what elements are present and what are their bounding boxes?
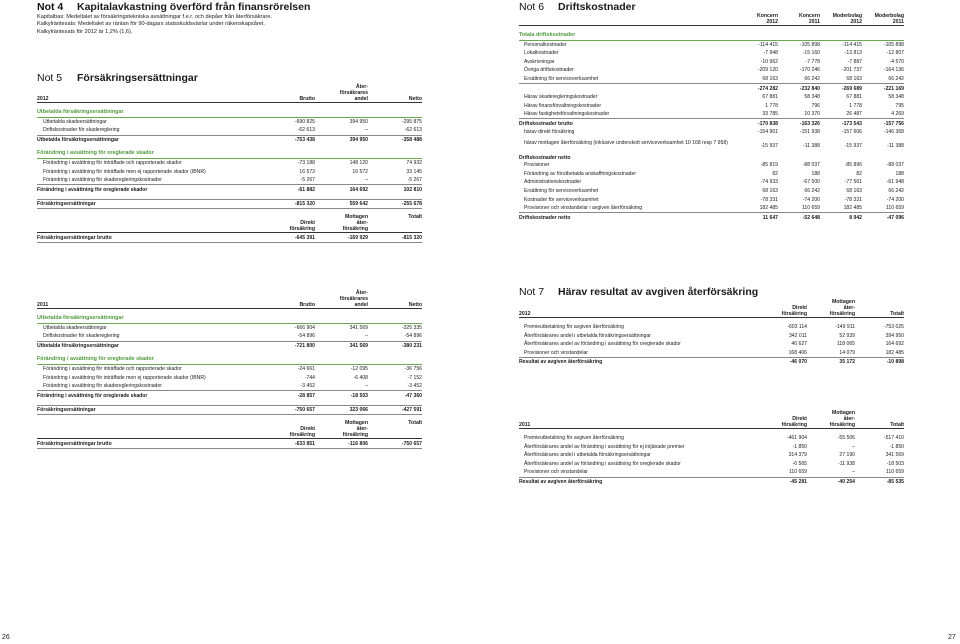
note7-2011-col-totalt: Totalt xyxy=(890,422,904,428)
note7-table-2012 xyxy=(519,299,904,367)
note6-sec1: Totala driftskostnader xyxy=(519,31,904,40)
table-row: Återförsäkrares andel av förändring i avsättning för oreglerade skador 46 627 118 065 164 692 xyxy=(524,341,904,348)
table-row: Återförsäkrares andel i utbetalda försäkringsersättningar 314 379 27 190 341 569 xyxy=(524,452,904,459)
table-row: Försäkringsersättningar -815 320 559 642 -255 678 xyxy=(37,201,422,208)
table-row: Förändring i avsättning för skaderegleringskostnader -5 267 – -5 267 xyxy=(43,177,422,184)
note5-number: Not 5 xyxy=(37,72,63,84)
note6-col-moder-2011: Moderbolag 2011 xyxy=(874,13,904,25)
note5-2012-h2-mottagen: Mottagen åter- försäkring xyxy=(342,214,368,233)
note5-2012-year: 2012 xyxy=(37,96,49,102)
note5-2012-sec2: Förändring i avsättning för oreglerade skador xyxy=(37,149,422,158)
table-row: Förändring i avsättning för inträffade men ej rapporterade skador (IBNR) -744 -6 408 -7 152 xyxy=(43,374,422,381)
note7-number: Not 7 xyxy=(519,286,545,298)
table-row: härav direkt försäkring -154 901 -151 938 -157 606 -146 368 xyxy=(524,129,904,136)
table-row: härav mottagen återförsäkring (inklusive underskott serviceverksamhet 10 168 resp 7 958) -15 937 -11 388 -15 937 -11 388 xyxy=(524,139,904,150)
note7-2012-year: 2012 xyxy=(519,311,531,317)
note5-2011-sec1: Utbetalda försäkringsersättningar xyxy=(37,314,422,323)
table-row: Driftskostnader för skadereglering -62 613 – -62 613 xyxy=(43,127,422,134)
table-row: Resultat av avgiven återförsäkring -46 070 35 172 -10 898 xyxy=(519,359,904,366)
note6-title: Driftskostnader xyxy=(558,1,636,13)
note6-number: Not 6 xyxy=(519,1,545,13)
table-row: Personalkostnader -114 415 -105 898 -114 415 -105 898 xyxy=(524,41,904,48)
note5-2011-col-brutto: Brutto xyxy=(299,302,315,308)
note5-2011-col-ater: Åter- försäkrares andel xyxy=(339,290,368,308)
table-row: Härav skaderegleringskostnader 67 881 58 348 67 881 58 348 xyxy=(524,94,904,101)
note5-2011-sec2: Förändring i avsättning för oreglerade skador xyxy=(37,355,422,364)
table-row: Övriga driftskostnader -209 120 -170 246 -201 737 -164 136 xyxy=(524,67,904,74)
note5-2012-sec1: Utbetalda försäkringsersättningar xyxy=(37,108,422,117)
page-number-left: 26 xyxy=(2,634,10,641)
table-row: Utbetalda försäkringsersättningar -753 438 394 950 -358 488 xyxy=(37,136,422,143)
note7-2012-col-totalt: Totalt xyxy=(890,311,904,317)
table-row: Förändring i avsättning för inträffade men ej rapporterade skador (IBNR) 16 573 16 572 33 145 xyxy=(43,168,422,175)
table-row: Provisioner och vinstandelar 168 406 14 079 182 485 xyxy=(524,349,904,356)
table-row: Försäkringsersättningar brutto -645 391 -169 929 -815 320 xyxy=(37,234,422,241)
table-row: Avskrivningar -10 962 -7 778 -7 887 -4 570 xyxy=(524,58,904,65)
note7-2012-col-direkt: Direkt försäkring xyxy=(781,305,807,317)
note5-2012-col-brutto: Brutto xyxy=(299,96,315,102)
note6-col-moder-2012: Moderbolag 2012 xyxy=(832,13,862,25)
table-row: Administrationskostnader -74 933 -67 500 -77 561 -61 948 xyxy=(524,179,904,186)
table-row: Härav fastighetsförvaltningskostnader 33 785 10 370 26 487 4 269 xyxy=(524,111,904,118)
note5-title: Försäkringsersättningar xyxy=(77,72,198,84)
note5-2011-h2-mottagen: Mottagen åter- försäkring xyxy=(342,420,368,439)
note5-table-2011 xyxy=(37,290,422,449)
table-row: Driftskostnader brutto -170 838 -163 326 -173 543 -157 756 xyxy=(519,120,904,127)
note7-2011-year: 2011 xyxy=(519,422,531,428)
note5-2012-h2-totalt: Totalt xyxy=(408,214,422,221)
table-row: Försäkringsersättningar -750 657 323 066 -427 591 xyxy=(37,407,422,414)
note7-2011-col-mottagen: Mottagen åter- försäkring xyxy=(829,410,855,428)
table-row: Återförsäkrares andel av förändring i avsättning för oreglerade skador -6 565 -11 938 -18 503 xyxy=(524,460,904,467)
table-row: Utbetalda försäkringsersättningar -721 800 341 569 -380 231 xyxy=(37,342,422,349)
table-row: Förändring i avsättning för inträffade och rapporterade skador -73 188 148 120 74 932 xyxy=(43,160,422,166)
note5-2011-h2-totalt: Totalt xyxy=(408,420,422,427)
table-row: Provisioner och vinstandelar i avgiven återförsäkring 182 485 110 659 182 485 110 659 xyxy=(524,205,904,212)
table-row: Ersättning för serviceverksamhet 68 163 66 242 68 163 66 242 xyxy=(524,188,904,195)
table-row: Förändring i avsättning för skaderegleringskostnader -3 452 – -3 452 xyxy=(43,383,422,390)
table-row: Förändring i avsättning för inträffade och rapporterade skador -24 661 -12 095 -36 756 xyxy=(43,366,422,372)
table-row: Kostnader för serviceverksamhet -78 331 -74 200 -78 331 -74 200 xyxy=(524,196,904,203)
note5-2011-year: 2011 xyxy=(37,302,49,308)
table-row: -274 282 -232 840 -269 689 -221 169 xyxy=(519,84,904,93)
note4-title: Kapitalavkastning överförd från finansrörelsen xyxy=(77,1,311,13)
table-row: Premieutbetalning för avgiven återförsäkring -603 114 -149 911 -753 025 xyxy=(524,324,904,331)
note6-col-koncern-2012: Koncern 2012 xyxy=(756,13,778,25)
note6-col-koncern-2011: Koncern 2011 xyxy=(798,13,820,25)
table-row: Förändring i avsättning för oreglerade skador -28 857 -18 503 -47 360 xyxy=(37,392,422,399)
table-row: Förändring av förutbetalda anskaffningskostnader 82 188 82 188 xyxy=(524,170,904,177)
note7-2011-col-direkt: Direkt försäkring xyxy=(781,416,807,428)
note4-line-2: Kalkylräntesats: Medeltalet av räntan för 90-dagars statsskuldsväxlar under räkenskapsåret. xyxy=(37,21,265,28)
note5-table-2012 xyxy=(37,84,422,243)
table-row: Lokalkostnader -7 948 -15 160 -13 813 -12 807 xyxy=(524,50,904,57)
table-row: Återförsäkrares andel i utbetalda försäkringsersättningar 342 011 52 939 394 950 xyxy=(524,332,904,339)
table-row: Härav finansförvaltningskostnader 1 778 796 1 778 795 xyxy=(524,102,904,109)
note4-number: Not 4 xyxy=(37,1,64,13)
note7-2012-col-mottagen: Mottagen åter- försäkring xyxy=(829,299,855,317)
table-row: Premieutbetalning för avgiven återförsäkring -461 904 -55 506 -517 410 xyxy=(524,435,904,442)
note5-2011-h2-direkt: Direkt försäkring xyxy=(289,426,315,439)
note5-2012-h2-direkt: Direkt försäkring xyxy=(289,220,315,233)
table-row: Försäkringsersättningar brutto -633 851 -116 806 -750 657 xyxy=(37,440,422,447)
note7-title: Härav resultat av avgiven återförsäkring xyxy=(558,286,759,298)
note4-line-3: Kalkylräntesats för 2012 är 1,2% (1,6). xyxy=(37,28,133,35)
table-row: Utbetalda skadeersättningar -666 904 341 569 -325 335 xyxy=(43,324,422,331)
table-row: Utbetalda skadeersättningar -690 825 394 950 -295 875 xyxy=(43,118,422,125)
note5-2012-col-ater: Åter- försäkrares andel xyxy=(339,84,368,102)
table-row: Återförsäkrares andel av förändring i avsättning för ej intjänade premier -1 850 – -1 850 xyxy=(524,443,904,450)
note5-2011-col-netto: Netto xyxy=(408,302,422,308)
table-row: Driftskostnader för skadereglering -54 896 – -54 896 xyxy=(43,333,422,340)
page-number-right: 27 xyxy=(948,634,956,641)
table-row: Resultat av avgiven återförsäkring -45 281 -40 254 -85 535 xyxy=(519,479,904,485)
note4-line-1: Kapitalbas: Medeltalet av försäkringstekniska avsättningar f.e.r. och depåer från återförsäkrare. xyxy=(37,14,273,20)
table-row: Förändring i avsättning för oreglerade skador -61 882 164 692 102 810 xyxy=(37,186,422,193)
table-row: Provisioner -85 819 -88 037 -85 896 -88 037 xyxy=(524,162,904,169)
note6-table xyxy=(519,13,904,222)
table-row: Driftskostnader netto 11 647 -52 648 8 942 -47 096 xyxy=(519,214,904,221)
table-row: Driftskostnader netto xyxy=(519,155,571,162)
note7-table-2011 xyxy=(519,410,904,486)
table-row: Provisioner och vinstandelar 110 659 – 110 659 xyxy=(524,469,904,476)
note4-text xyxy=(37,14,417,36)
note5-2012-col-netto: Netto xyxy=(408,96,422,102)
table-row: Ersättning för serviceverksamhet 68 163 66 242 68 163 66 242 xyxy=(524,76,904,82)
